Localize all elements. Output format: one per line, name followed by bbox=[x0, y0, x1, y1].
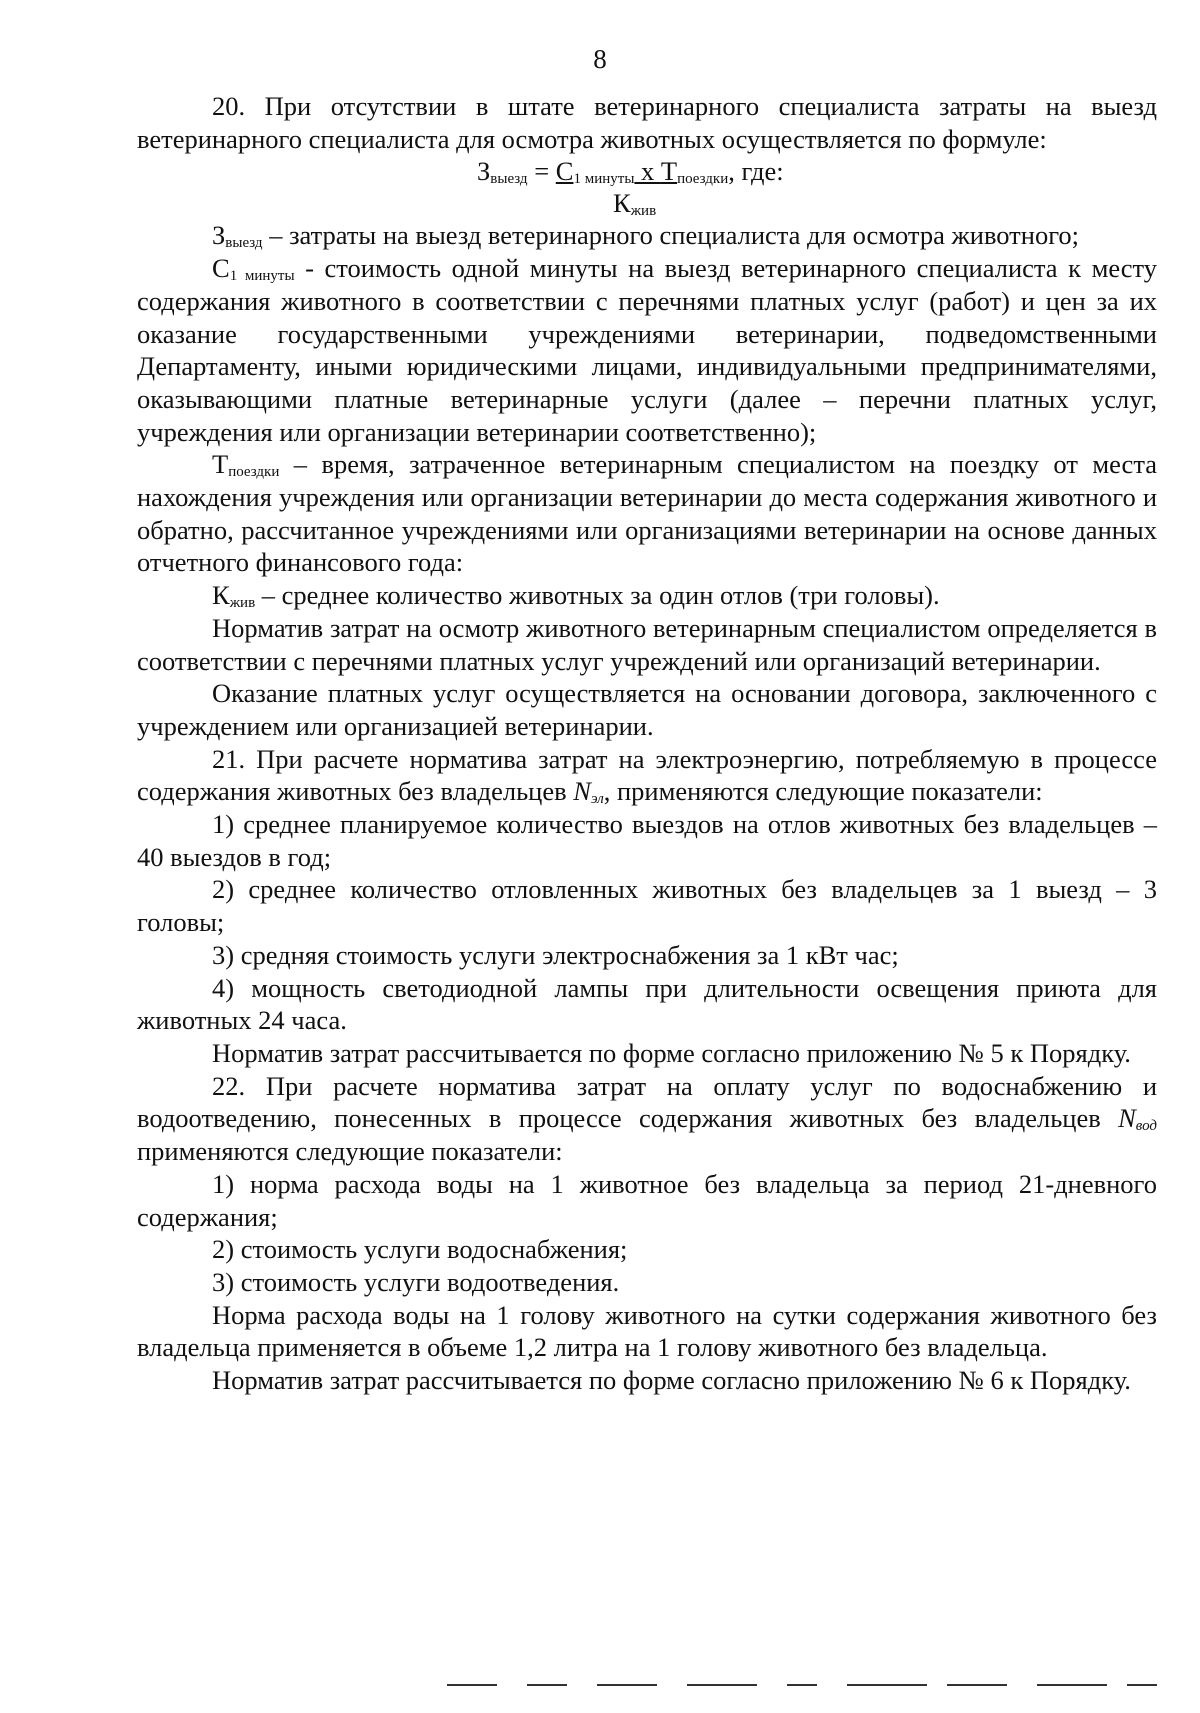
p20-service: Оказание платных услуг осуществляется на основании договора, заключенного с учреждением или организацией ветеринарии. bbox=[137, 678, 1157, 741]
p20-def-c1 bbox=[137, 252, 1157, 448]
scan-dash bbox=[527, 1684, 567, 1686]
p21-intro-a: 21. При расчете норматива затрат на электроэнергию, потребляемую в процессе содержания животных без владельцев bbox=[137, 743, 1157, 807]
scan-dash bbox=[847, 1684, 927, 1686]
scan-dash bbox=[1127, 1684, 1157, 1686]
p22-norm: Норматив затрат рассчитывается по форме согласно приложению № 6 к Порядку. bbox=[212, 1365, 1131, 1396]
formula-lhs: З bbox=[477, 156, 491, 187]
p22-item-2: 2) стоимость услуги водоснабжения; bbox=[212, 1234, 628, 1265]
def3-text: – время, затраченное ветеринарным специалистом на поездку от места нахождения учреждения или организации ветеринарии до места содержания животного и обратно, рассчитанное учреждениями или организациями ветеринарии на основе данных отчетного финансового года: bbox=[137, 449, 1157, 578]
p22-symbol bbox=[1118, 1103, 1157, 1133]
def1-text: – затраты на выезд ветеринарного специалиста для осмотра животного; bbox=[262, 220, 1080, 251]
formula-den: К bbox=[613, 188, 631, 219]
def1-symbol: З bbox=[212, 220, 226, 251]
scan-dash bbox=[687, 1684, 757, 1686]
p21-item-1: 1) среднее планируемое количество выездов на отлов животных без владельцев – 40 выездов в год; bbox=[137, 809, 1157, 872]
formula-den-sub: жив bbox=[630, 203, 657, 220]
p21-item-2: 2) среднее количество отловленных животных без владельцев за 1 выезд – 3 головы; bbox=[137, 874, 1157, 938]
p22-item-3: 3) стоимость услуги водоотведения. bbox=[212, 1266, 620, 1297]
p22-item-1: 1) норма расхода воды на 1 животное без владельца за период 21-дневного содержания; bbox=[137, 1168, 1157, 1232]
p22-sym: N bbox=[1118, 1103, 1136, 1134]
def2-sub: 1 минуты bbox=[229, 268, 295, 285]
def3-symbol: Т bbox=[212, 449, 229, 480]
p21-intro bbox=[137, 743, 1157, 808]
p20-intro: 20. При отсутствии в штате ветеринарного специалиста затраты на выезд ветеринарного специалиста для осмотра животных осуществляется по формуле: bbox=[137, 91, 1157, 154]
formula-denominator bbox=[613, 187, 784, 219]
def4-sub: жив bbox=[229, 595, 256, 612]
p22-intro-b: применяются следующие показатели: bbox=[137, 1136, 563, 1167]
formula-tail: , где: bbox=[728, 156, 784, 187]
formula-t: Т bbox=[660, 156, 678, 187]
def2-symbol: С bbox=[212, 253, 230, 284]
scan-dash bbox=[447, 1684, 497, 1686]
p21-intro-b: , применяются следующие показатели: bbox=[603, 776, 1043, 807]
formula bbox=[477, 155, 784, 219]
formula-c: С bbox=[555, 156, 574, 187]
formula-eq: = bbox=[527, 156, 556, 187]
def4-text: – среднее количество животных за один отлов (три головы). bbox=[255, 580, 940, 611]
p21-symbol bbox=[573, 776, 603, 806]
formula-c-sub: 1 минуты bbox=[573, 171, 635, 188]
def2-text: - стоимость одной минуты на выезд ветеринарного специалиста к месту содержания животного в соответствии с перечнями платных услуг (работ) и цен за их оказание государственными учреждениями ветеринарии, подведомственными Департаменту, иными юридическими лицами, индивидуальными предпринимателями, оказывающими платные ветеринарные услуги (далее – перечни платных услуг, учреждения или организации ветеринарии соответственно); bbox=[137, 253, 1158, 447]
formula-times: х bbox=[634, 156, 661, 187]
p20-def-zvyezd bbox=[137, 219, 1157, 252]
formula-numerator-row bbox=[477, 155, 784, 187]
p22-intro-a: 22. При расчете норматива затрат на оплату услуг по водоснабжению и водоотведению, понесенных в процессе содержания животных без владельцев bbox=[137, 1070, 1157, 1134]
def1-sub: выезд bbox=[225, 235, 263, 252]
scan-dash bbox=[947, 1684, 1007, 1686]
formula-t-sub: поездки bbox=[677, 171, 729, 188]
p21-sym-sub: эл bbox=[590, 791, 604, 808]
def4-symbol: К bbox=[212, 580, 230, 611]
formula-block bbox=[137, 155, 1157, 219]
p21-item-3: 3) средняя стоимость услуги электроснабжения за 1 кВт час; bbox=[212, 939, 899, 970]
p20-def-tpoezdki bbox=[137, 448, 1157, 579]
formula-lhs-sub: выезд bbox=[490, 171, 528, 188]
p21-sym: N bbox=[573, 776, 591, 807]
page-number: 8 bbox=[593, 44, 607, 74]
formula-numerator bbox=[556, 156, 728, 186]
p22-water-norm: Норма расхода воды на 1 голову животного на сутки содержания животного без владельца применяется в объеме 1,2 литра на 1 голову животного без владельца. bbox=[137, 1299, 1157, 1363]
p20-norm: Норматив затрат на осмотр животного ветеринарным специалистом определяется в соответствии с перечнями платных услуг учреждений или организаций ветеринарии. bbox=[137, 612, 1157, 676]
scan-dash bbox=[597, 1684, 657, 1686]
p21-item-4: 4) мощность светодиодной лампы при длительности освещения приюта для животных 24 часа. bbox=[137, 972, 1157, 1036]
p22-sym-sub: вод bbox=[1135, 1118, 1157, 1135]
document-body bbox=[137, 90, 1157, 1397]
scan-artifact-dashes bbox=[447, 1680, 1167, 1690]
scan-dash bbox=[787, 1684, 817, 1686]
p22-intro bbox=[137, 1070, 1157, 1168]
p20-def-kzhiv bbox=[137, 579, 1157, 612]
def3-sub: поездки bbox=[228, 464, 280, 481]
p21-norm: Норматив затрат рассчитывается по форме согласно приложению № 5 к Порядку. bbox=[212, 1037, 1131, 1068]
scan-dash bbox=[1037, 1684, 1107, 1686]
